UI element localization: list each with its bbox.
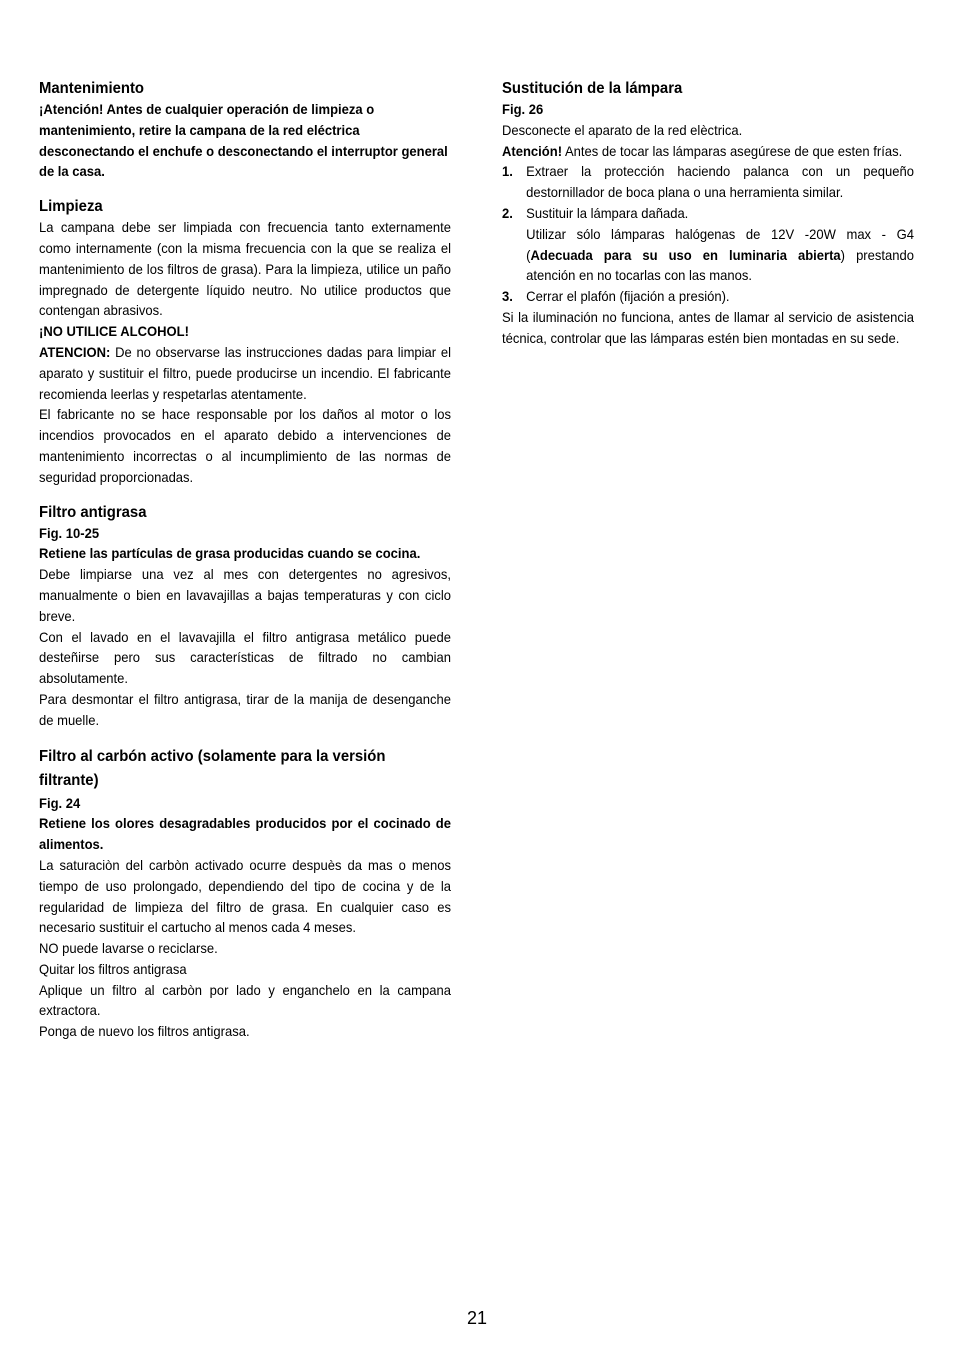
section-mantenimiento	[39, 78, 451, 182]
limpieza-paragraph-1: La campana debe ser limpiada con frecuencia tanto externamente como internamente (con la misma frecuencia con la que se realiza el mantenimiento de los filtros de grasa). Para la limpieza, utilice un paño impregnado de detergente líquido neutro. No utilice productos que contengan abrasivos.	[39, 219, 451, 319]
step-number: 3.	[502, 288, 513, 305]
section-filtro-carbon	[39, 745, 451, 1043]
step-item	[502, 161, 914, 203]
step-2-detail-a: Utilizar sólo lámparas halógenas de 12V -20W max - G4 (	[526, 225, 914, 263]
limpieza-paragraph-2: El fabricante no se hace responsable por los daños al motor o los incendios provocados en el aparato debido a intervenciones de mantenimiento incorrectas o al incumplimiento de las normas de seguridad proporcionadas.	[39, 406, 451, 485]
section-filtro-antigrasa	[39, 502, 451, 731]
atencion-text: Antes de tocar las lámparas asegúrese de que esten frías.	[562, 142, 903, 159]
fig-reference: Fig. 10-25	[39, 524, 100, 541]
heading-limpieza: Limpieza	[39, 198, 103, 216]
warning-mantenimiento: ¡Atención! Antes de cualquier operación de limpieza o mantenimiento, retire la campana de la red eléctrica desconectando el enchufe o desconectando el interruptor general de la casa.	[39, 101, 448, 180]
filtro-antigrasa-paragraph-1: Debe limpiarse una vez al mes con detergentes no agresivos, manualmente o bien en lavavajillas a bajas temperaturas y con ciclo breve.	[39, 566, 451, 624]
no-alcohol-warning: ¡NO UTILICE ALCOHOL!	[39, 323, 189, 340]
filtro-antigrasa-paragraph-3: Para desmontar el filtro antigrasa, tirar de la manija de desenganche de muelle.	[39, 690, 451, 728]
filtro-carbon-paragraph-1: La saturaciòn del carbòn activado ocurre despuès da mas o menos tiempo de uso prolongado, dependiendo del tipo de cocina y de la regularidad de limpieza del filtro de grasa. En cualquier caso es necesario sustituir el cartucho al menos cada 4 meses.	[39, 856, 451, 936]
step-2-detail-bold: Adecuada para su uso en luminaria abierta	[530, 246, 841, 263]
right-column-inner	[502, 78, 914, 349]
lampara-final-paragraph: Si la iluminación no funciona, antes de llamar al servicio de asistencia técnica, controlar que las lámparas estén bien montadas en su sede.	[502, 308, 914, 346]
left-column	[39, 78, 451, 1056]
heading-mantenimiento: Mantenimiento	[39, 80, 144, 97]
atencion-label: Atención!	[502, 142, 563, 159]
filtro-carbon-paragraph-4: Aplique un filtro al carbòn por lado y enganchelo en la campana extractora.	[39, 981, 451, 1019]
step-number: 1.	[502, 163, 513, 180]
atencion-text: De no observarse las instrucciones dadas para limpiar el aparato y sustituir el filtro, puede producirse un incendio. El fabricante recomienda leerlas y respetarlas atentamente.	[39, 343, 451, 402]
lampara-paragraph-1: Desconecte el aparato de la red elèctrica.	[502, 121, 743, 138]
heading-filtro-carbon: Filtro al carbón activo (solamente para la versión filtrante)	[39, 747, 386, 789]
left-column-inner	[39, 78, 451, 1042]
step-item	[502, 286, 914, 307]
step-text: Cerrar el plafón (fijación a presión).	[526, 288, 730, 305]
step-item	[502, 203, 914, 286]
heading-filtro-antigrasa: Filtro antigrasa	[39, 503, 147, 521]
lampara-atencion	[502, 141, 914, 162]
lampara-steps	[502, 161, 914, 307]
filtro-carbon-paragraph-5: Ponga de nuevo los filtros antigrasa.	[39, 1023, 250, 1040]
step-number: 2.	[502, 204, 513, 221]
fig-reference: Fig. 24	[39, 794, 81, 811]
filtro-carbon-paragraph-3: Quitar los filtros antigrasa	[39, 960, 187, 977]
filtro-antigrasa-paragraph-2: Con el lavado en el lavavajilla el filtro antigrasa metálico puede desteñirse pero sus características de filtrado no cambian absolutamente.	[39, 628, 451, 687]
page-number: 21	[466, 1308, 488, 1328]
section-lampara	[502, 78, 914, 349]
limpieza-atencion	[39, 342, 451, 404]
step-2-detail-b: ) prestando atención en no tocarlas con las manos.	[526, 246, 914, 284]
atencion-label: ATENCION:	[39, 343, 111, 360]
filtro-carbon-bold: Retiene los olores desagradables producidos por el cocinado de alimentos.	[39, 815, 451, 853]
heading-lampara: Sustitución de la lámpara	[502, 80, 683, 97]
filtro-antigrasa-bold: Retiene las partículas de grasa producidas cuando se cocina.	[39, 545, 421, 562]
right-column	[502, 78, 914, 363]
filtro-carbon-paragraph-2: NO puede lavarse o reciclarse.	[39, 940, 218, 957]
step-2-detail	[526, 224, 914, 286]
section-limpieza	[39, 196, 451, 487]
fig-reference: Fig. 26	[502, 101, 544, 117]
step-text: Sustituir la lámpara dañada.	[526, 204, 689, 221]
step-text: Extraer la protección haciendo palanca con un pequeño destornillador de boca plana o una herramienta similar.	[526, 163, 914, 201]
